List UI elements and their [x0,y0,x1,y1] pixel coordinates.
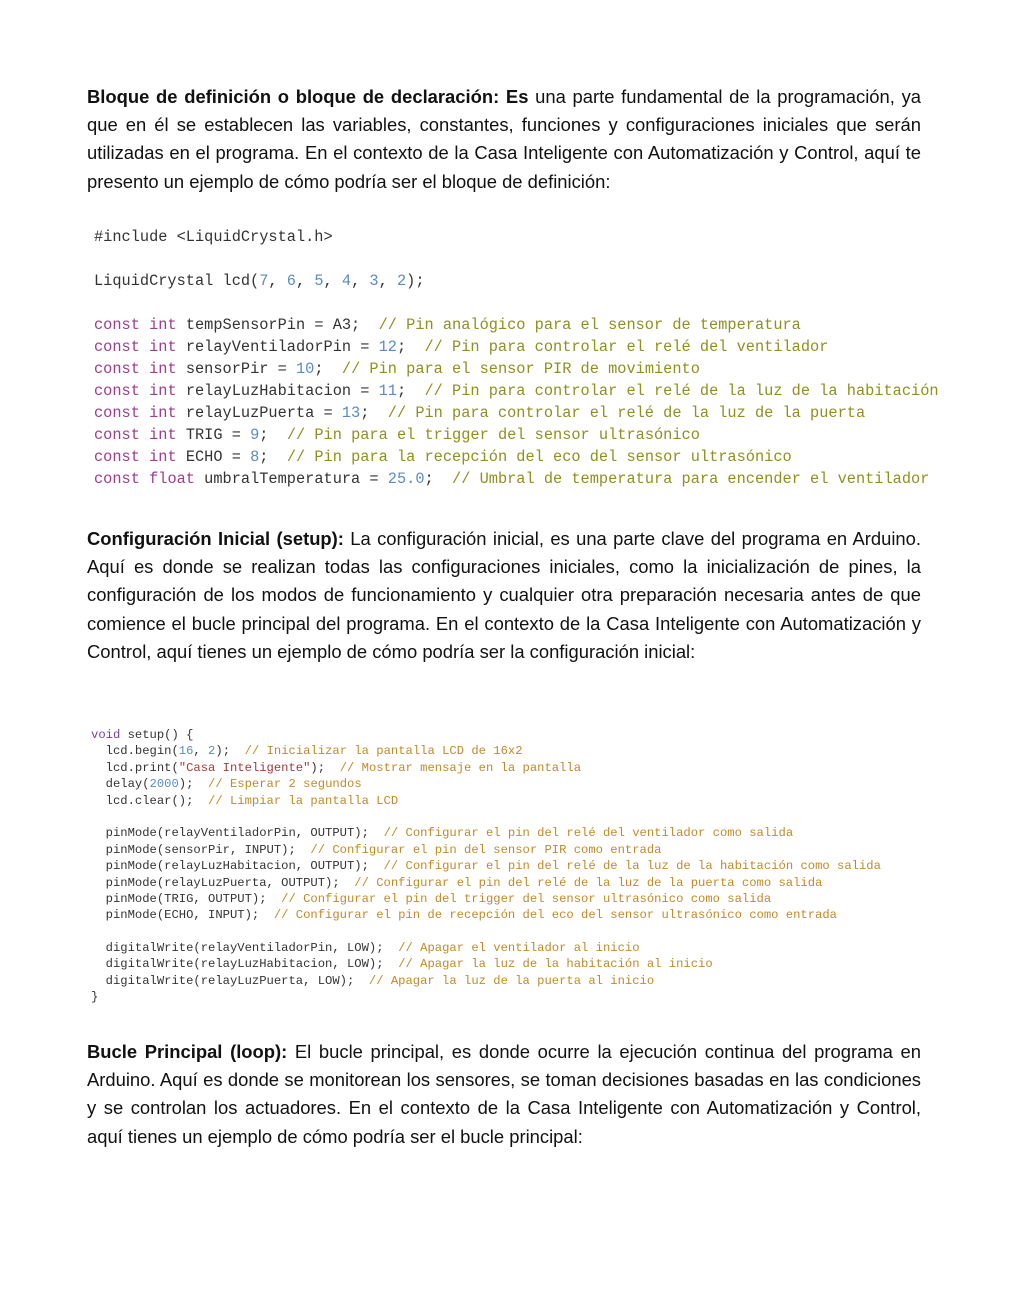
declaration-code-line [94,380,939,402]
code-comment: // Pin analógico para el sensor de temperatura [378,316,801,334]
code-comment: // Pin para controlar el relé de la luz de la puerta [387,404,866,422]
code-comment: // Configurar el pin de recepción del eco del sensor ultrasónico como entrada [273,908,837,923]
code-text: digitalWrite(relayLuzPuerta, LOW); [91,973,369,988]
setup-code-line [91,842,881,858]
setup-code-line [91,924,881,940]
code-text: const int tempSensorPin = A3; [94,316,379,334]
code-comment: // Configurar el pin del sensor PIR como entrada [310,842,662,857]
setup-code-line [91,891,881,907]
code-text: lcd.begin(16, 2); [91,744,245,759]
setup-code-line [91,825,881,841]
code-text: pinMode(relayLuzPuerta, OUTPUT); [91,875,355,890]
declaration-code-line [94,424,939,446]
code-comment: // Apagar la luz de la habitación al inicio [398,957,713,972]
setup-code-line [91,973,881,989]
setup-text: La configuración inicial, es una parte clave del programa en Arduino. Aquí es donde se realizan todas las configuraciones iniciales, como la inicialización de pines, la configuración de los modos de funcionamiento y cualquier otra preparación necesaria antes de que comience el bucle principal del programa. En el contexto de la Casa Inteligente con Automatización y Control, aquí tienes un ejemplo de cómo podría ser la configuración inicial: [87,528,921,662]
loop-text: El bucle principal, es donde ocurre la ejecución continua del programa en Arduino. Aquí es donde se monitorean los sensores, se toman decisiones basadas en las condiciones y se controlan los actuadores. En el contexto de la Casa Inteligente con Automatización y Control, aquí tienes un ejemplo de cómo podría ser el bucle principal: [87,1041,921,1147]
code-text: const int ECHO = 8; [94,448,287,466]
code-text: LiquidCrystal lcd(7, 6, 5, 4, 3, 2); [94,272,425,290]
code-text: pinMode(relayVentiladorPin, OUTPUT); [91,826,384,841]
setup-heading: Configuración Inicial (setup): [87,528,344,549]
code-comment: // Configurar el pin del relé de la luz de la puerta como salida [354,875,823,890]
declaration-code-block [94,226,939,490]
code-text: const int relayLuzHabitacion = 11; [94,382,425,400]
code-comment: // Mostrar mensaje en la pantalla [339,760,582,775]
code-text: pinMode(relayLuzHabitacion, OUTPUT); [91,859,384,874]
setup-code-line [91,793,881,809]
declaration-code-line [94,446,939,468]
declaration-code-line [94,336,939,358]
code-comment: // Pin para controlar el relé del ventilador [424,338,829,356]
code-comment: // Pin para el trigger del sensor ultrasónico [286,426,700,444]
code-text: const int relayVentiladorPin = 12; [94,338,425,356]
code-text: const int sensorPir = 10; [94,360,342,378]
setup-code-line [91,743,881,759]
code-comment: // Pin para el sensor PIR de movimiento [341,360,700,378]
declaration-code-line [94,292,939,314]
code-text: void setup() { [91,728,194,742]
declaration-code-line [94,226,939,248]
code-text: const float umbralTemperatura = 25.0; [94,470,453,488]
loop-paragraph [87,1038,921,1151]
code-text: digitalWrite(relayLuzHabitacion, LOW); [91,957,399,972]
code-text: lcd.clear(); [91,793,209,808]
setup-paragraph [87,525,921,666]
code-comment: // Configurar el pin del relé del ventilador como salida [383,826,794,841]
code-comment: // Pin para controlar el relé de la luz de la habitación [424,382,939,400]
loop-heading: Bucle Principal (loop): [87,1041,288,1062]
setup-code-line [91,760,881,776]
code-comment: // Inicializar la pantalla LCD de 16x2 [244,744,523,759]
declaration-code-line [94,248,939,270]
code-comment: // Limpiar la pantalla LCD [208,793,399,808]
declaration-heading: Bloque de definición o bloque de declaración: Es [87,86,529,107]
code-comment: // Apagar la luz de la puerta al inicio [368,973,655,988]
code-text: pinMode(ECHO, INPUT); [91,908,274,923]
setup-code-line [91,809,881,825]
setup-code-line [91,956,881,972]
code-text: } [91,990,99,1005]
code-text: delay(2000); [91,777,209,792]
code-text: const int relayLuzPuerta = 13; [94,404,388,422]
code-text: const int TRIG = 9; [94,426,287,444]
setup-code-line [91,940,881,956]
declaration-code-line [94,358,939,380]
declaration-code-line [94,402,939,424]
code-text: lcd.print("Casa Inteligente"); [91,760,340,775]
declaration-code-line [94,314,939,336]
declaration-code-line [94,468,939,490]
setup-code-line [91,875,881,891]
declaration-text: una parte fundamental de la programación, ya que en él se establecen las variables, constantes, funciones y configuraciones iniciales que serán utilizadas en el programa. En el contexto de la Casa Inteligente con Automatización y Control, aquí te presento un ejemplo de cómo podría ser el bloque de definición: [87,86,922,192]
code-comment: // Apagar el ventilador al inicio [398,941,640,956]
code-comment: // Esperar 2 segundos [208,777,362,792]
setup-code-line [91,727,881,743]
setup-code-block [91,727,881,1006]
setup-code-line [91,776,881,792]
code-comment: // Configurar el pin del trigger del sensor ultrasónico como salida [281,891,772,906]
code-comment: // Umbral de temperatura para encender el ventilador [452,470,930,488]
code-text: pinMode(sensorPir, INPUT); [91,842,311,857]
code-text: digitalWrite(relayVentiladorPin, LOW); [91,941,399,956]
declaration-paragraph [87,83,921,196]
code-text: #include <LiquidCrystal.h> [94,228,333,246]
setup-code-line [91,989,881,1005]
code-text: pinMode(TRIG, OUTPUT); [91,891,282,906]
code-comment: // Configurar el pin del relé de la luz de la habitación como salida [383,859,881,874]
setup-code-line [91,858,881,874]
code-comment: // Pin para la recepción del eco del sensor ultrasónico [286,448,792,466]
setup-code-line [91,907,881,923]
declaration-code-line [94,270,939,292]
